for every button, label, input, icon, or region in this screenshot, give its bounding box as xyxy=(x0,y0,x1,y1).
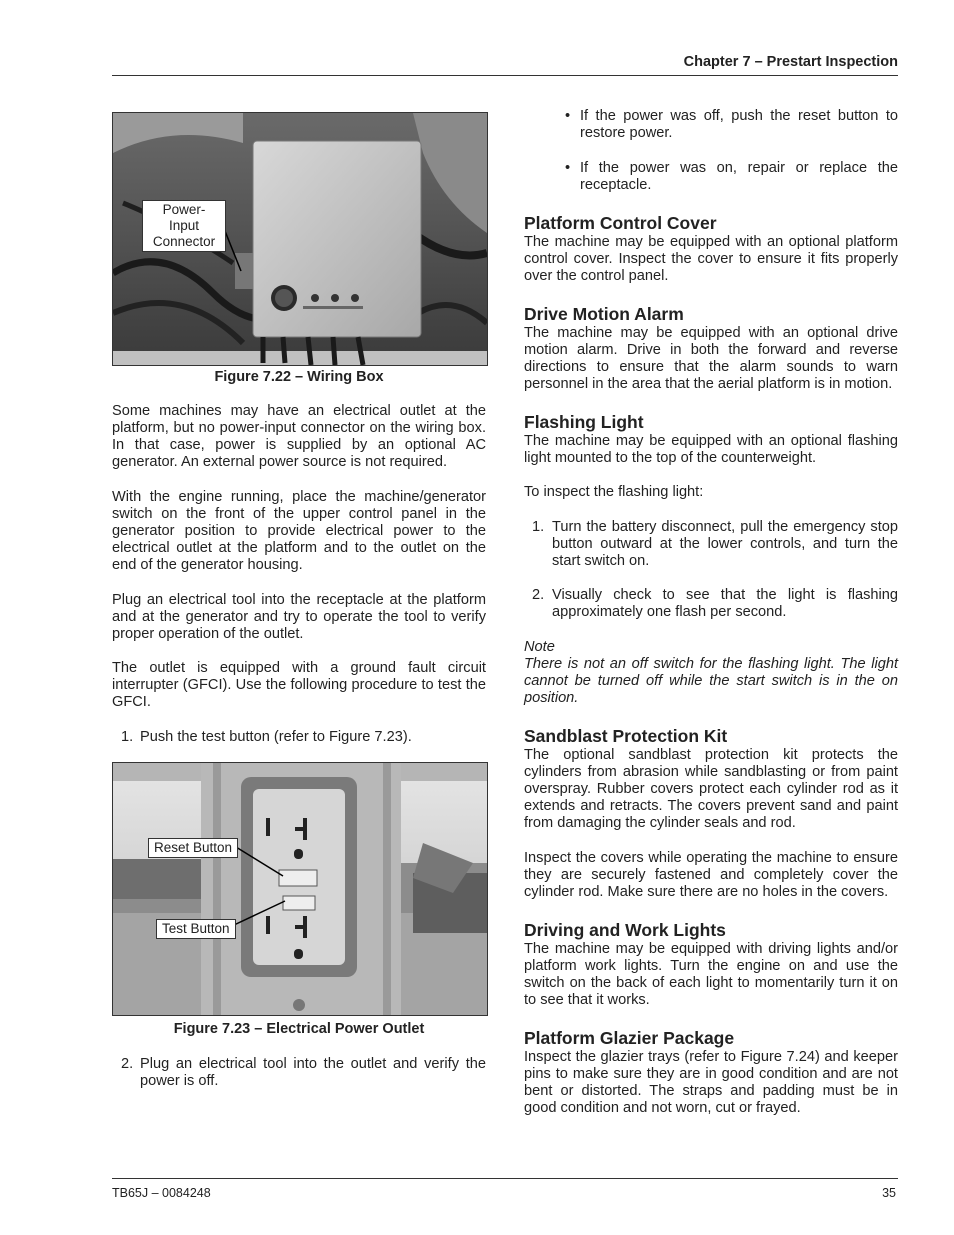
section-flashing-light-title: Flashing Light xyxy=(524,412,644,432)
section-platform-control-cover-title: Platform Control Cover xyxy=(524,213,717,233)
paragraph-2: With the engine running, place the machine/generator switch on the front of the upper control panel in the generator position to provide electrical power to the electrical outlet at the platform and to the outlet on the end of the generator housing. xyxy=(112,489,486,573)
flashing-step-1-text: Turn the battery disconnect, pull the emergency stop button outward at the lower controls, and turn the start switch on. xyxy=(552,519,898,569)
section-glazier-title: Platform Glazier Package xyxy=(524,1028,735,1048)
flashing-step-1-number: 1. xyxy=(532,519,545,535)
figure-7-23-caption: Figure 7.23 – Electrical Power Outlet xyxy=(173,1021,425,1037)
step-2-text: Plug an electrical tool into the outlet and verify the power is off. xyxy=(140,1056,486,1089)
paragraph-4: The outlet is equipped with a ground fault circuit interrupter (GFCI). Use the following procedure to test the GFCI. xyxy=(112,660,486,710)
electrical-outlet-image xyxy=(113,763,487,1015)
page-number: 35 xyxy=(882,1186,896,1200)
step-2-number: 2. xyxy=(121,1056,134,1072)
flashing-light-intro: To inspect the flashing light: xyxy=(524,484,704,500)
power-input-connector-callout xyxy=(142,200,226,252)
step-1-text: Push the test button (refer to Figure 7.23). xyxy=(140,729,412,745)
section-glazier-body: Inspect the glazier trays (refer to Figure 7.24) and keeper pins to make sure they are in good condition and are not bent or distorted. The straps and padding must be in good condition and not worn, cut or frayed. xyxy=(524,1049,898,1116)
section-drive-motion-alarm-body: The machine may be equipped with an optional drive motion alarm. Drive in both the forward and reverse directions to ensure that the alarm sounds to warn personnel in the area that the aerial platform is in motion. xyxy=(524,325,898,392)
wiring-box-photo xyxy=(112,112,488,366)
footer-rule xyxy=(112,1178,898,1179)
chapter-title: Chapter 7 – Prestart Inspection xyxy=(683,54,898,70)
callout-line-1: Power-Input xyxy=(162,202,206,233)
document-number: TB65J – 0084248 xyxy=(112,1186,211,1200)
bullet-2-marker: • xyxy=(565,160,571,176)
section-sandblast-body: The optional sandblast protection kit protects the cylinders from abrasion while sandblasting or from paint overspray. Rubber covers protect each cylinder rod as it extends and retracts. The covers prevent sand and paint from damaging the cylinder seals and rod. xyxy=(524,747,898,831)
callout-line-2: Connector xyxy=(152,234,216,249)
bullet-1-text: If the power was off, push the reset button to restore power. xyxy=(580,108,898,141)
test-button-callout: Test Button xyxy=(156,919,236,939)
section-sandblast-body-2: Inspect the covers while operating the machine to ensure they are securely fastened and completely cover the cylinder rod. Make sure there are no holes in the covers. xyxy=(524,850,898,900)
bullet-1-marker: • xyxy=(565,108,571,124)
flashing-step-2-text: Visually check to see that the light is flashing approximately one flash per second. xyxy=(552,587,898,620)
section-drive-motion-alarm-title: Drive Motion Alarm xyxy=(524,304,684,324)
note-label: Note xyxy=(524,639,555,655)
reset-button-callout: Reset Button xyxy=(148,838,238,858)
paragraph-1: Some machines may have an electrical outlet at the platform, but no power-input connector on the wiring box. In that case, power is supplied by an optional AC generator. An external power source is not required. xyxy=(112,403,486,470)
paragraph-3: Plug an electrical tool into the receptacle at the platform and at the generator and try to operate the tool to verify proper operation of the outlet. xyxy=(112,592,486,642)
flashing-step-2-number: 2. xyxy=(532,587,545,603)
electrical-outlet-photo xyxy=(112,762,488,1016)
section-flashing-light-body: The machine may be equipped with an optional flashing light mounted to the top of the counterweight. xyxy=(524,433,898,466)
bullet-2-text: If the power was on, repair or replace the receptacle. xyxy=(580,160,898,193)
section-driving-lights-title: Driving and Work Lights xyxy=(524,920,726,940)
note-text: There is not an off switch for the flashing light. The light cannot be turned off while the start switch is in the on position. xyxy=(524,656,898,706)
section-platform-control-cover-body: The machine may be equipped with an optional platform control cover. Inspect the cover to ensure it fits properly over the control panel. xyxy=(524,234,898,284)
step-1-number: 1. xyxy=(121,729,134,745)
header-rule xyxy=(112,75,898,76)
figure-7-22-caption: Figure 7.22 – Wiring Box xyxy=(214,369,384,385)
section-sandblast-title: Sandblast Protection Kit xyxy=(524,726,728,746)
section-driving-lights-body: The machine may be equipped with driving lights and/or platform work lights. Turn the engine on and use the switch on the back of each light to momentarily turn it on to see that it works. xyxy=(524,941,898,1008)
